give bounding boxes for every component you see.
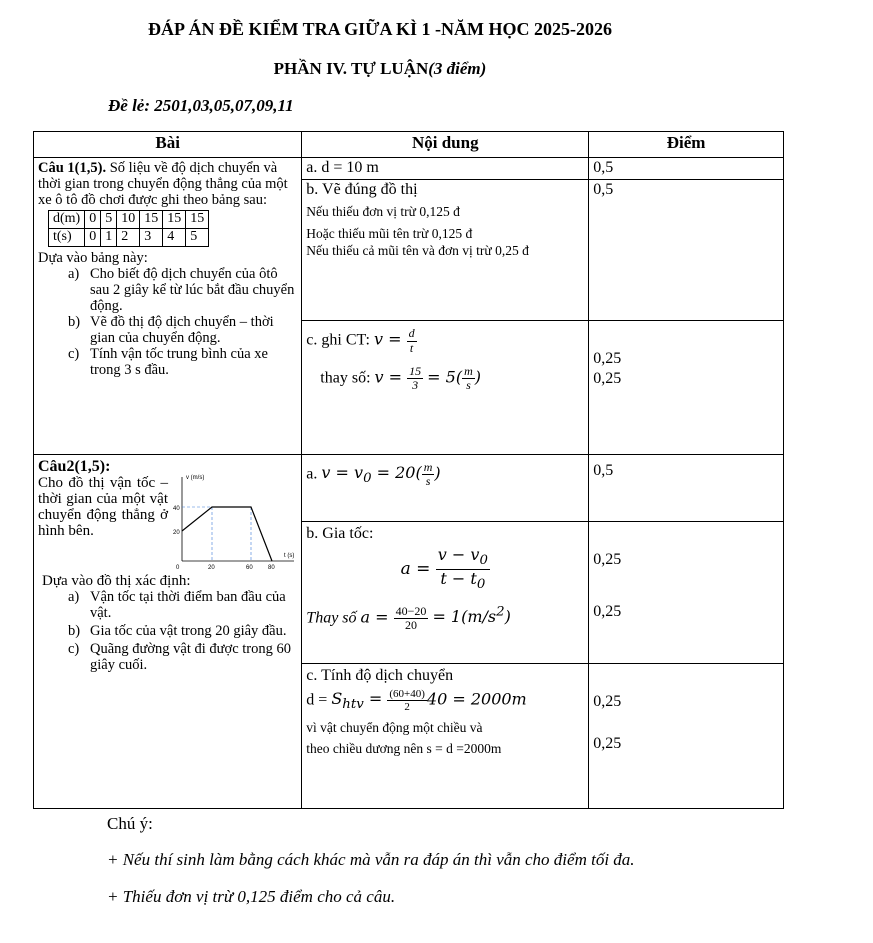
- q2-answer-c-title: c. Tính độ dịch chuyển: [306, 666, 454, 684]
- q1-points-a: 0,5: [589, 157, 784, 180]
- table-cell: 2: [117, 228, 140, 246]
- x-tick-80: 80: [268, 564, 275, 571]
- q1-points-c2: 0,25: [593, 370, 622, 388]
- table-cell: 4: [163, 228, 186, 246]
- header-bai: Bài: [34, 132, 302, 158]
- q2-answer-b-title: b. Gia tốc:: [306, 525, 374, 543]
- list-item: [68, 345, 297, 378]
- q1-answer-c-label: c. ghi CT:: [306, 331, 370, 349]
- q2-answer-b-sub-label: Thay số: [306, 609, 357, 627]
- q2-title: Câu2(1,5):: [38, 457, 111, 475]
- doc-title: ĐÁP ÁN ĐỀ KIỂM TRA GIỮA KÌ 1 -NĂM HỌC 2025-2026: [147, 19, 612, 39]
- q1-answer-c: [302, 321, 589, 454]
- q2-points-b: [589, 522, 784, 663]
- table-row: [49, 228, 209, 246]
- q1-title: Câu 1(1,5).: [38, 159, 107, 176]
- table-cell: 15: [163, 210, 186, 228]
- x-axis-label: t (s): [284, 552, 295, 559]
- list-item: [68, 640, 297, 673]
- table-cell: 3: [140, 228, 163, 246]
- item-text: Cho biết độ dịch chuyển của ôtô sau 2 giây kể từ lúc bắt đầu chuyển động.: [90, 265, 295, 314]
- q2-answer-c: [302, 663, 589, 808]
- q2-answer-c-line3: theo chiều dương nên s = d =2000m: [306, 740, 502, 756]
- q1-answer-b-title: b. Vẽ đúng đồ thị: [306, 181, 418, 199]
- q2-question-cell: [34, 454, 302, 808]
- q1-answer-b: [302, 180, 589, 321]
- q1-answer-b-line: Hoặc thiếu mũi tên trừ 0,125 đ: [306, 226, 473, 242]
- x-tick-20: 20: [208, 564, 215, 571]
- x-tick-0: 0: [176, 564, 180, 571]
- section-points: (3 điểm): [428, 59, 487, 78]
- header-noi-dung: Nội dung: [302, 132, 589, 158]
- q1-answer-c-substitute: thay số: v = $\frac{15}{3}$ = 5( $\frac{m}{s}$ ): [320, 363, 481, 393]
- q1-points-c1: 0,25: [593, 350, 622, 368]
- q2-answer-c-line2: vì vật chuyển động một chiều và: [306, 719, 483, 735]
- q2-points-c2: 0,25: [593, 734, 622, 752]
- y-tick-40: 40: [173, 505, 180, 512]
- table-cell: 1: [101, 228, 117, 246]
- table-cell: 0: [85, 228, 101, 246]
- item-text: Vận tốc tại thời điểm ban đầu của vật.: [90, 588, 286, 621]
- y-tick-20: 20: [173, 529, 180, 536]
- q1-question-cell: [34, 157, 302, 454]
- item-label: c): [68, 345, 80, 362]
- q1-points-b: 0,5: [589, 180, 784, 321]
- q2-after: Dựa vào đồ thị xác định:: [42, 572, 191, 589]
- q2-items: [38, 589, 297, 673]
- q2-answer-b-formula: a = $\frac{v - v_0}{t - t_0}$: [400, 545, 488, 593]
- q2-intro-block: [38, 459, 168, 539]
- list-item: [68, 265, 297, 314]
- table-cell: 15: [140, 210, 163, 228]
- item-text: Gia tốc của vật trong 20 giây đầu.: [90, 622, 287, 639]
- q1-after: Dựa vào bảng này:: [38, 249, 148, 266]
- note-line: + Thiếu đơn vị trừ 0,125 điểm cho cả câu.: [107, 887, 396, 906]
- q2-points-a: 0,5: [589, 454, 784, 522]
- table-cell: 5: [101, 210, 117, 228]
- q2-points-c1: 0,25: [593, 692, 622, 710]
- section-name: PHẦN IV. TỰ LUẬN: [273, 59, 429, 78]
- table-row: [49, 210, 209, 228]
- table-cell: 15: [186, 210, 209, 228]
- item-label: b): [68, 622, 81, 639]
- table-cell: 0: [85, 210, 101, 228]
- item-label: a): [68, 588, 80, 605]
- list-item: [68, 588, 297, 621]
- table-cell: t(s): [49, 228, 85, 246]
- header-diem: Điểm: [589, 132, 784, 158]
- list-item: [68, 622, 297, 639]
- note-label: Chú ý:: [107, 814, 153, 833]
- list-item: [68, 313, 297, 346]
- q1-intro: Số liệu về độ dịch chuyển và thời gian trong chuyển động thẳng của một xe ô tô đồ chơi được ghi theo bảng sau:: [38, 159, 288, 208]
- q1-answer-b-line: Nếu thiếu cả mũi tên và đơn vị trừ 0,25 đ: [306, 243, 529, 259]
- item-label: b): [68, 313, 81, 330]
- answer-table: [33, 131, 784, 809]
- item-label: c): [68, 640, 80, 657]
- y-axis-label: v (m/s): [186, 474, 205, 481]
- q1-data-table: [48, 210, 209, 247]
- q1-intro-block: [38, 160, 297, 208]
- table-cell: d(m): [49, 210, 85, 228]
- q1-items: [38, 266, 297, 378]
- item-text: Vẽ đồ thị độ dịch chuyển – thời gian của chuyển động.: [90, 313, 274, 346]
- q1-answer-b-line: Nếu thiếu đơn vị trừ 0,125 đ: [306, 204, 460, 220]
- q2-answer-b-substitute: Thay số a = $\frac{40-20}{20}$ = $1(m/s^2)$: [306, 603, 511, 633]
- item-text: Quãng đường vật đi được trong 60 giây cuối.: [90, 640, 291, 673]
- item-label: a): [68, 265, 80, 282]
- q2-answer-b: [302, 522, 589, 663]
- exam-codes: Đề lẻ: 2501,03,05,07,09,11: [108, 96, 294, 115]
- q2-intro: Cho đồ thị vận tốc – thời gian của một vật chuyển động thẳng ở hình bên.: [38, 474, 168, 539]
- q2-answer-c-formula: $d = S_{htv}$ = $\frac{(60+40)}{2}$ 40 = 2000m: [306, 687, 527, 713]
- table-cell: 5: [186, 228, 209, 246]
- q2-answer-a: a. $v = v_0 = 20$( $\frac{m}{s}$ ): [302, 454, 589, 522]
- note-line: + Nếu thí sinh làm bằng cách khác mà vẫn ra đáp án thì vẫn cho điểm tối đa.: [107, 850, 635, 869]
- q1-answer-a: a. d = 10 m: [302, 157, 589, 180]
- item-text: Tính vận tốc trung bình của xe trong 3 s đầu.: [90, 345, 268, 378]
- velocity-time-graph: [162, 471, 297, 571]
- q2-answer-a-label: a.: [306, 464, 318, 482]
- q2-points-b2: 0,25: [593, 603, 622, 621]
- table-cell: 10: [117, 210, 140, 228]
- q1-points-c: [589, 321, 784, 454]
- velocity-line: [182, 507, 272, 561]
- section-title: [0, 59, 760, 79]
- q1-answer-c-label2: thay số:: [320, 369, 371, 387]
- x-tick-60: 60: [246, 564, 253, 571]
- q2-points-b1: 0,25: [593, 551, 622, 569]
- q2-points-c: [589, 663, 784, 808]
- q1-answer-c-formula: c. ghi CT: v = $\frac{d}{t}$: [306, 326, 415, 355]
